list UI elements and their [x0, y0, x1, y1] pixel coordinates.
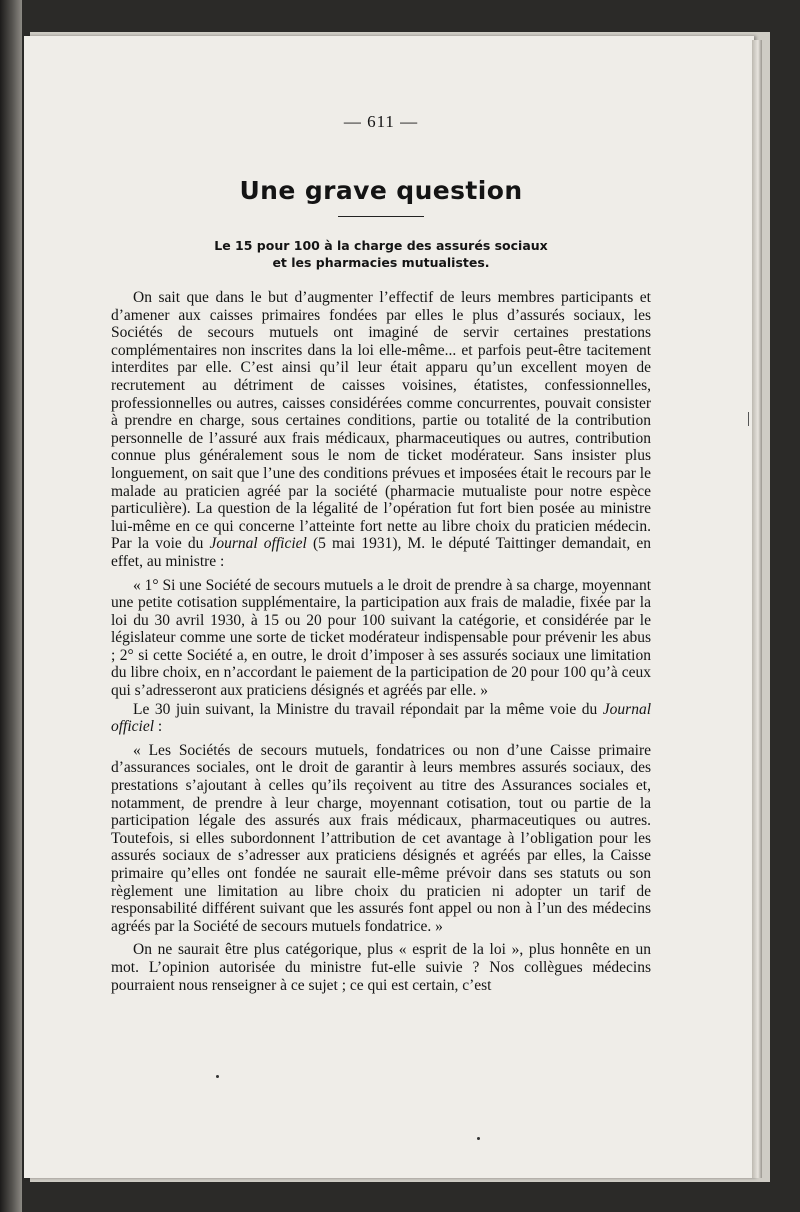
journal-officiel-italic: Journal officiel — [111, 700, 651, 736]
ink-speck — [477, 1137, 480, 1140]
subtitle-line-1: Le 15 pour 100 à la charge des assurés sociaux — [214, 238, 548, 253]
paragraph-ministry-reply: Le 30 juin suivant, la Ministre du travail répondait par la même voie du Journal officiel : — [111, 700, 651, 736]
page-number: — 611 — — [343, 112, 419, 131]
title-divider — [338, 216, 424, 217]
ink-speck — [216, 1075, 219, 1078]
subtitle-line-2: et les pharmacies mutualistes. — [272, 255, 490, 270]
margin-mark — [748, 412, 749, 426]
paragraph-reply-quote: « Les Sociétés de secours mutuels, fondatrices ou non d’une Caisse primaire d’assurances sociales, ont le droit de garantir à leurs membres assurés sociaux, des prestations s’ajoutant à celles qu’ils reçoivent au titre des Assurances sociales et, notamment, de prendre à leur charge, moyennant cotisation, tout ou partie de la participation légale des assurés aux frais médicaux, pharmaceutiques ou autres. Toutefois, si elles subordonnent l’attribution de cet avantage à l’obligation pour les assurés sociaux de s’adresser aux praticiens désignés et agréés par elles, la Caisse primaire qu’elles ont fondée ne saurait elle-même prévoir dans ses statuts ou son règlement une limitation au libre choix du praticien ni adopter un tarif de responsabilité différent suivant que les assurés font appel ou non à l’un des médecins agréés par la Société de secours mutuels fondatrice. » — [111, 741, 651, 935]
paragraph-question-quote: « 1° Si une Société de secours mutuels a le droit de prendre à sa charge, moyennant une petite cotisation supplémentaire, la participation aux frais de maladie, fixée par la loi du 30 avril 1930, à 15 ou 20 pour 100 suivant la catégorie, et considérée par le législateur comme une sorte de ticket modérateur indispensable pour prévenir les abus ; 2° si cette Société a, en outre, le droit d’imposer à ses assurés sociaux une limitation du libre choix, en n’accordant le paiement de la participation de 20 pour 100 qu’à ceux qui s’adresseront aux praticiens désignés et agréés par elle. » — [111, 576, 651, 700]
journal-officiel-italic: Journal officiel — [209, 535, 307, 553]
paragraph-intro: On sait que dans le but d’augmenter l’effectif de leurs membres participants et d’amener aux caisses primaires fondées par elles le plus d’assurés sociaux, les Sociétés de secours mutuels ont imaginé de servir certaines prestations complémentaires non inscrites dans la loi elle-même... et parfois peut-être tacitement interdites par elle. C’est ainsi qu’il leur était apparu qu’un excellent moyen de recrutement au détriment de caisses voisines, étatistes, confessionnelles, professionnelles ou autres, caisses considérées comme concurrentes, pouvait consister à prendre en charge, sous certaines conditions, partie ou totalité de la contribution personnelle de l’assuré aux frais médicaux, pharmaceutiques ou autres, contribution connue plus généralement sous le nom de ticket modérateur. Sans insister plus longuement, on sait que l’une des conditions prévues et imposées était le recours par le malade au praticien agréé par la société (pharmacie mutualiste pour notre espèce particulière). La question de la légalité de l’opération fut fort bien posée au ministre lui-même en ce qui concerne l’atteinte fort nette au libre choix du praticien médecin. Par la voie du Journal officiel (5 mai 1931), M. le député Taittinger demandait, en effet, au ministre : — [111, 289, 651, 570]
article-body — [111, 289, 651, 994]
article-title: Une grave question — [239, 176, 523, 205]
page-stack-edge — [752, 40, 762, 1178]
article-subtitle — [111, 237, 651, 271]
book-spine-edge — [0, 0, 22, 1212]
paragraph-conclusion: On ne saurait être plus catégorique, plus « esprit de la loi », plus honnête en un mot. L’opinion autorisée du ministre fut-elle suivie ? Nos collègues médecins pourraient nous renseigner à ce sujet ; ce qui est certain, c’est — [111, 941, 651, 994]
page-content — [111, 112, 651, 994]
